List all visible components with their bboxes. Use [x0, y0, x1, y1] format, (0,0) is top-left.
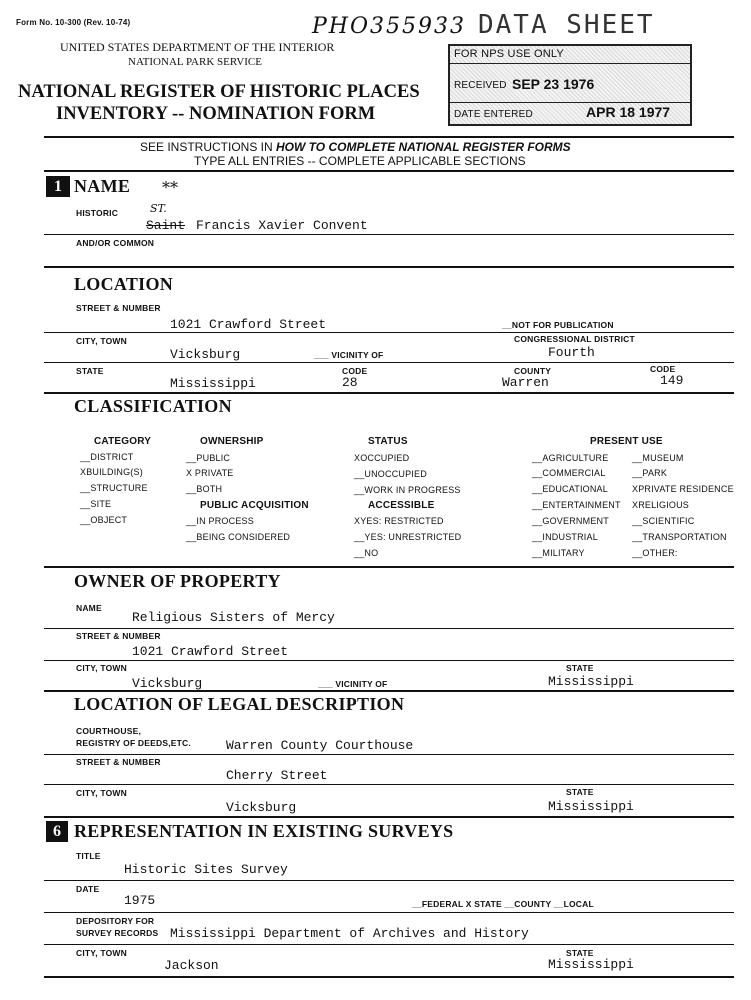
- county-value: Warren: [502, 375, 549, 390]
- present-use-option: __SCIENTIFIC: [632, 516, 695, 526]
- owner-name-label: NAME: [76, 603, 102, 613]
- legal-city-value: Vicksburg: [226, 800, 297, 815]
- survey-city-label: CITY, TOWN: [76, 948, 127, 958]
- owner-city-value: Vicksburg: [132, 676, 203, 691]
- present-use-option: __EDUCATIONAL: [532, 484, 608, 494]
- divider: [44, 880, 734, 881]
- vicinity-of: ___ VICINITY OF: [314, 350, 384, 360]
- ownership-option: __BOTH: [186, 484, 223, 494]
- historic-label: HISTORIC: [76, 208, 119, 218]
- divider: [44, 912, 734, 913]
- data-sheet-stamp: DATA SHEET: [478, 10, 655, 40]
- divider: [44, 332, 734, 333]
- survey-levels: __FEDERAL X STATE __COUNTY __LOCAL: [412, 899, 594, 909]
- divider: [44, 266, 734, 268]
- category-option: __STRUCTURE: [80, 483, 148, 493]
- divider: [44, 170, 734, 172]
- asterisk-mark: **: [162, 178, 178, 197]
- courthouse-value: Warren County Courthouse: [226, 738, 414, 753]
- divider: [44, 136, 734, 138]
- present-use-option: __MILITARY: [532, 548, 585, 558]
- divider: [44, 392, 734, 394]
- survey-date-value: 1975: [124, 893, 156, 908]
- category-option: XBUILDING(S): [80, 467, 143, 477]
- congressional-district-value: Fourth: [548, 345, 595, 360]
- present-use-option: XRELIGIOUS: [632, 500, 690, 510]
- received-label: RECEIVED: [454, 80, 507, 91]
- status-option: __UNOCCUPIED: [354, 469, 427, 479]
- ownership-option: __PUBLIC: [186, 453, 231, 463]
- divider: [44, 784, 734, 785]
- section-number-1: 1: [46, 176, 70, 197]
- surveys-heading: REPRESENTATION IN EXISTING SURVEYS: [74, 821, 454, 841]
- present-use-option: XPRIVATE RESIDENCE: [632, 484, 734, 494]
- acquisition-option: __IN PROCESS: [186, 516, 254, 526]
- state-label: STATE: [76, 366, 104, 376]
- present-use-option: __AGRICULTURE: [532, 453, 609, 463]
- handwritten-correction: ST.: [150, 202, 167, 215]
- county-code-label: CODE: [650, 364, 676, 374]
- courthouse-label-1: COURTHOUSE,: [76, 726, 142, 736]
- divider: [44, 690, 734, 692]
- category-head: CATEGORY: [94, 436, 152, 447]
- city-label: CITY, TOWN: [76, 336, 127, 346]
- county-code-value: 149: [660, 373, 684, 388]
- form-title-line1: NATIONAL REGISTER OF HISTORIC PLACES: [18, 82, 420, 102]
- name-heading: NAME: [74, 176, 131, 196]
- owner-state-value: Mississippi: [548, 674, 634, 689]
- survey-state-value: Mississippi: [548, 957, 634, 972]
- common-name-label: AND/OR COMMON: [76, 238, 155, 248]
- accessible-option: __YES: UNRESTRICTED: [354, 532, 462, 542]
- accessible-option: __NO: [354, 548, 379, 558]
- date-entered-value: APR 18 1977: [586, 104, 671, 120]
- legal-city-label: CITY, TOWN: [76, 788, 127, 798]
- present-use-option: __ENTERTAINMENT: [532, 500, 621, 510]
- accessible-option: XYES: RESTRICTED: [354, 516, 444, 526]
- state-value: Mississippi: [170, 376, 256, 391]
- instructions-line2: TYPE ALL ENTRIES -- COMPLETE APPLICABLE SECTIONS: [194, 154, 526, 168]
- status-option: XOCCUPIED: [354, 453, 410, 463]
- depository-label-1: DEPOSITORY FOR: [76, 916, 155, 926]
- county-label: COUNTY: [514, 366, 552, 376]
- category-option: __SITE: [80, 499, 112, 509]
- present-use-option: __INDUSTRIAL: [532, 532, 598, 542]
- divider: [44, 754, 734, 755]
- legal-street-label: STREET & NUMBER: [76, 757, 161, 767]
- owner-heading: OWNER OF PROPERTY: [74, 571, 281, 591]
- survey-title-label: TITLE: [76, 851, 101, 861]
- historic-name-value: Francis Xavier Convent: [196, 218, 368, 233]
- legal-state-label: STATE: [566, 787, 594, 797]
- survey-state-label: STATE: [566, 948, 594, 958]
- location-heading: LOCATION: [74, 274, 174, 294]
- section-number-6: 6: [46, 821, 68, 842]
- service-name: NATIONAL PARK SERVICE: [128, 56, 262, 68]
- survey-title-value: Historic Sites Survey: [124, 862, 288, 877]
- state-code-value: 28: [342, 375, 358, 390]
- nps-use-box: [448, 44, 692, 126]
- divider: [44, 944, 734, 945]
- courthouse-label-2: REGISTRY OF DEEDS,ETC.: [76, 738, 191, 748]
- owner-name-value: Religious Sisters of Mercy: [132, 610, 335, 625]
- not-for-publication: __NOT FOR PUBLICATION: [502, 320, 614, 330]
- instructions-line1: SEE INSTRUCTIONS IN HOW TO COMPLETE NATIONAL REGISTER FORMS: [140, 140, 571, 154]
- classification-heading: CLASSIFICATION: [74, 396, 232, 416]
- owner-city-label: CITY, TOWN: [76, 663, 127, 673]
- owner-street-label: STREET & NUMBER: [76, 631, 161, 641]
- survey-date-label: DATE: [76, 884, 100, 894]
- present-use-option: __GOVERNMENT: [532, 516, 609, 526]
- date-entered-label: DATE ENTERED: [454, 109, 533, 120]
- status-option: __WORK IN PROGRESS: [354, 485, 461, 495]
- state-code-label: CODE: [342, 366, 368, 376]
- depository-label-2: SURVEY RECORDS: [76, 928, 159, 938]
- status-head: STATUS: [368, 436, 408, 447]
- legal-heading: LOCATION OF LEGAL DESCRIPTION: [74, 694, 405, 714]
- divider: [44, 362, 734, 363]
- present-use-option: __OTHER:: [632, 548, 678, 558]
- ownership-option: X PRIVATE: [186, 468, 234, 478]
- received-date: SEP 23 1976: [512, 76, 595, 92]
- city-value: Vicksburg: [170, 347, 241, 362]
- divider: [44, 566, 734, 568]
- street-value: 1021 Crawford Street: [170, 317, 327, 332]
- depository-value: Mississippi Department of Archives and History: [170, 926, 529, 941]
- present-use-option: __COMMERCIAL: [532, 468, 606, 478]
- divider: [44, 976, 734, 978]
- owner-street-value: 1021 Crawford Street: [132, 644, 289, 659]
- nps-box-header: FOR NPS USE ONLY: [454, 48, 564, 60]
- category-option: __DISTRICT: [80, 452, 134, 462]
- category-option: __OBJECT: [80, 515, 128, 525]
- present-use-head: PRESENT USE: [590, 436, 663, 447]
- divider: [44, 234, 734, 235]
- street-label: STREET & NUMBER: [76, 303, 161, 313]
- survey-city-value: Jackson: [164, 958, 219, 973]
- accessible-head: ACCESSIBLE: [368, 500, 435, 511]
- divider: [44, 816, 734, 818]
- present-use-option: __MUSEUM: [632, 453, 684, 463]
- legal-state-value: Mississippi: [548, 799, 634, 814]
- form-title-line2: INVENTORY -- NOMINATION FORM: [56, 104, 376, 124]
- divider: [44, 628, 734, 629]
- divider: [44, 660, 734, 661]
- congressional-district-label: CONGRESSIONAL DISTRICT: [514, 334, 635, 344]
- acquisition-head: PUBLIC ACQUISITION: [200, 500, 309, 511]
- acquisition-option: __BEING CONSIDERED: [186, 532, 291, 542]
- owner-state-label: STATE: [566, 663, 594, 673]
- legal-street-value: Cherry Street: [226, 768, 328, 783]
- struck-word: Saint: [146, 218, 186, 233]
- form-number: Form No. 10-300 (Rev. 10-74): [16, 18, 131, 27]
- ownership-head: OWNERSHIP: [200, 436, 264, 447]
- department-name: UNITED STATES DEPARTMENT OF THE INTERIOR: [60, 40, 335, 54]
- handwritten-id: PHO355933: [312, 14, 467, 39]
- present-use-option: __TRANSPORTATION: [632, 532, 727, 542]
- present-use-option: __PARK: [632, 468, 668, 478]
- owner-vicinity: ___ VICINITY OF: [318, 679, 388, 689]
